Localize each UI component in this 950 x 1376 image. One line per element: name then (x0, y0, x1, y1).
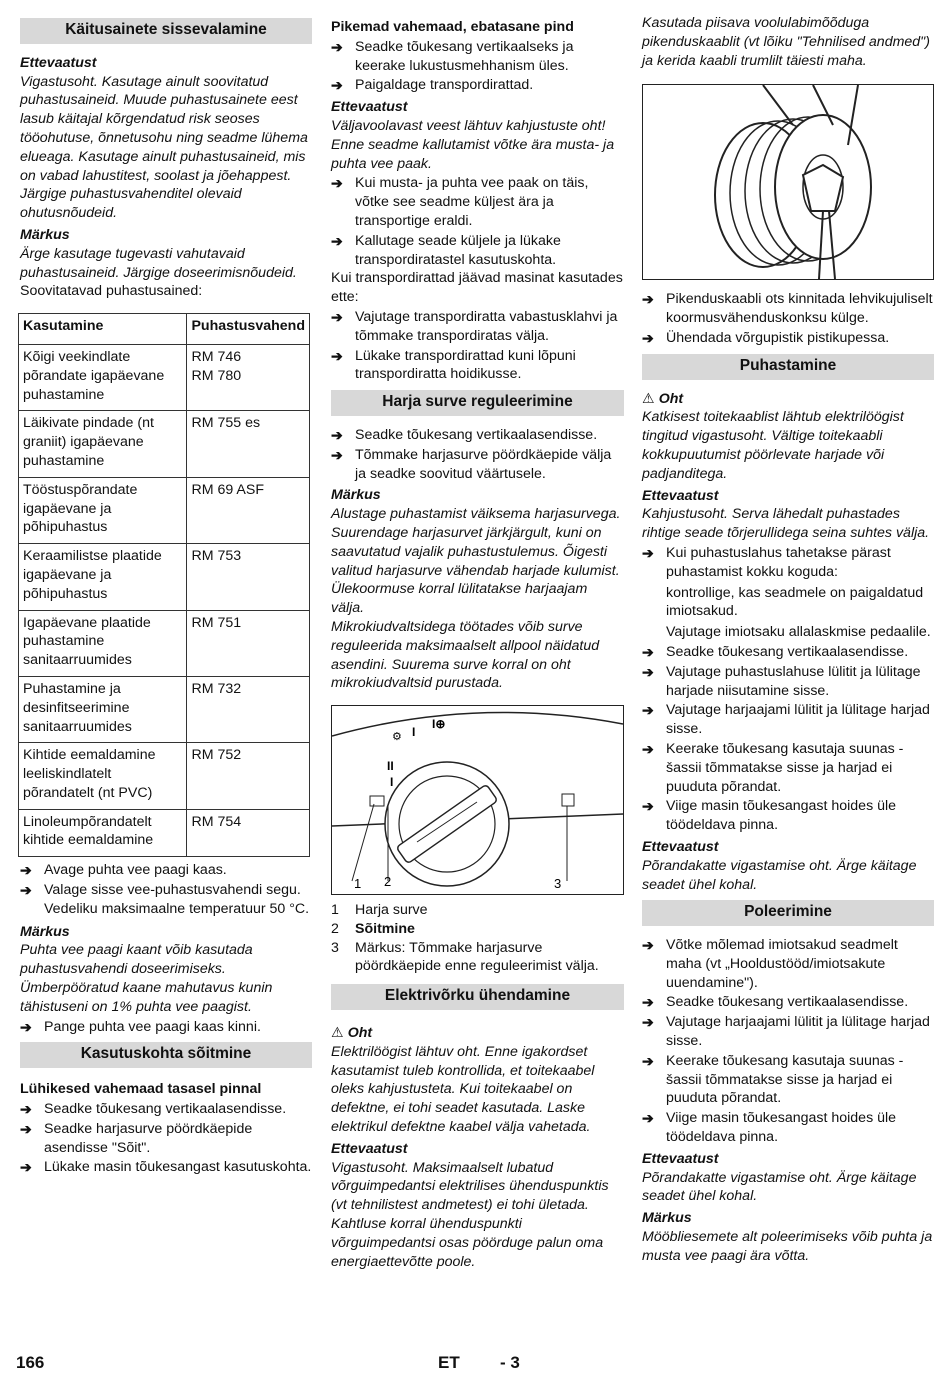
danger-text: Elektrilöögist lähtuv oht. Enne igakordset kasutamist tuleb kontrollida, et toitekaabel oleks kahjustusteta. Kui toitekaabel on defektne, ei tohi seadet kasutada. Laske elektrikul defektne kaabel välja vahetada. (331, 1043, 595, 1136)
caution-label: Ettevaatust (20, 54, 97, 71)
step-brushes-on: ➔ Vajutage harjaajami lülitit ja lülitage harjad sisse. (642, 701, 934, 739)
page-subnumber: - 3 (500, 1353, 520, 1372)
cable-reel-figure (642, 84, 934, 280)
usage-cell: Keraamilistse plaatide igapäevane ja põhipuhastus (19, 544, 187, 610)
step-remove-suction: ➔ Võtke mõlemad imiotsakud seadmelt maha (vt „Hooldustööd/imiotsakute uuendamine"). (642, 936, 934, 992)
legend-text: Sõitmine (355, 920, 415, 937)
caution2-label: Ettevaatust (642, 838, 719, 855)
note-text: Alustage puhastamist väiksema harjasurvega. Suurendage harjasurvet järkjärgult, kuni on saavutatud vajalik puhastustulemus. Õigesti valitud harjasurve vähendab harjade kulumist. (331, 506, 621, 579)
step-move-machine: ➔ Viige masin tõukesangast hoides üle töödeldava pinna. (642, 1109, 934, 1147)
table-row (19, 610, 310, 676)
figure-label-3: 3 (554, 876, 562, 892)
step-push-wheels: ➔ Lükake transpordirattad kuni lõpuni transpordiratta hoidikusse. (331, 347, 624, 385)
caution-text-2: Järgige puhastusvahenditel olevaid ohutusnõudeid. (20, 186, 242, 222)
table-row (19, 809, 310, 857)
step-brushes-on: ➔ Vajutage harjaajami lülitit ja lülitage harjad sisse. (642, 1013, 934, 1051)
step-handle-vertical: ➔ Seadke tõukesang vertikaalasendisse. (642, 993, 934, 1012)
step-set-pressure: ➔ Tõmmake harjasurve pöördkäepide välja ja seadke soovitud väärtusele. (331, 446, 624, 484)
press-pedal-text: Vajutage imiotsaku allalaskmise pedaalile. (666, 624, 931, 641)
note2-label: Märkus (20, 923, 70, 940)
danger-label-row (331, 1024, 624, 1043)
table-header-detergent: Puhastusvahend (187, 314, 310, 345)
usage-cell: Kõigi veekindlate põrandate igapäevane puhastamine (19, 344, 187, 410)
note-text: Ärge kasutage tugevasti vahutavaid puhastusaineid. Järgige doseerimisnõudeid. (20, 245, 297, 281)
table-header-usage: Kasutamine (19, 314, 187, 345)
step-move-machine: ➔ Viige masin tõukesangast hoides üle töödeldava pinna. (642, 797, 934, 835)
svg-text:I: I (390, 775, 394, 790)
detergent-table (18, 313, 310, 857)
section-heading-cleaning: Puhastamine (642, 354, 934, 380)
section-heading-filling: Käitusainete sissevalamine (20, 18, 312, 44)
column-right (642, 15, 934, 1266)
step-turn-handle: ➔ Keerake tõukesang kasutaja suunas - šassii tõmmatakse sisse ja harjad ei puuduta põrandat. (642, 740, 934, 796)
pressure-knob-illustration (332, 706, 623, 894)
section-heading-mains: Elektrivõrku ühendamine (331, 984, 624, 1010)
danger-label: Oht (658, 390, 684, 407)
warning-triangle-icon: ⚠ (331, 1025, 344, 1042)
step-set-drive: ➔ Seadke harjasurve pöördkäepide asendisse "Sõit". (20, 1120, 312, 1158)
figure-label-1: 1 (354, 876, 362, 892)
table-row (19, 676, 310, 742)
legend-text: Harja surve (355, 902, 428, 919)
detergent-cell: RM 752 (187, 743, 310, 809)
step-wetting-on: ➔ Vajutage puhastuslahuse lülitit ja lülitage harjade niisutamine sisse. (642, 663, 934, 701)
section-heading-brush-pressure: Harja surve reguleerimine (331, 390, 624, 416)
svg-text:I⊕: I⊕ (432, 717, 446, 732)
step-handle-vertical: ➔ Seadke tõukesang vertikaalasendisse. (642, 643, 934, 662)
step-release-wheel: ➔ Vajutage transpordiratta vabastusklahvi ja tõmmake transpordiratas välja. (331, 308, 624, 346)
legend-item (331, 920, 624, 939)
detergent-cell: RM 746 RM 780 (187, 344, 310, 410)
figure-label-2: 2 (384, 874, 392, 890)
caution2-text: Vigastusoht. Maksimaalselt lubatud võrguimpedantsi elektrilises ühenduspunktis (vt tehnilistest andmetest) ei tohi ületada. Kahtluse korral ühenduspunkti võrguimpedantsi osas pöörduge palun oma energiaettevõtte poole. (331, 1159, 609, 1270)
legend-number: 1 (331, 902, 339, 919)
caution-label: Ettevaatust (642, 487, 719, 504)
step-handle-vertical: ➔ Seadke tõukesang vertikaalasendisse. (331, 426, 624, 445)
table-row (19, 411, 310, 477)
caution-label: Ettevaatust (331, 99, 408, 116)
step-tilt-machine: ➔ Kallutage seade küljele ja lükake transpordiratastel kasutuskohta. (331, 232, 624, 270)
usage-cell: Linoleumpõrandatelt kihtide eemaldamine (19, 809, 187, 857)
subheading-short-distances: Lühikesed vahemaad tasasel pinnal (20, 1081, 262, 1098)
step-remove-tanks: ➔ Kui musta- ja puhta vee paak on täis, võtke see seadme küljest ära ja transportige eraldi. (331, 174, 624, 230)
detergent-cell: RM 751 (187, 610, 310, 676)
step-fasten-cable: ➔ Pikenduskaabli ots kinnitada lehvikujuliselt koormusvähenduskonksu külge. (642, 290, 934, 328)
cable-reel-illustration (643, 85, 933, 279)
step-lock-handle: ➔ Seadke tõukesang vertikaalseks ja keerake lukustusmehhanism üles. (331, 38, 624, 76)
svg-text:⚙: ⚙ (392, 731, 402, 744)
recommended-text: Soovitatavad puhastusained: (20, 283, 203, 300)
danger-label: Oht (347, 1025, 373, 1042)
page-number: 166 (16, 1353, 45, 1372)
usage-cell: Igapäevane plaatide puhastamine sanitaarruumides (19, 610, 187, 676)
legend-number: 2 (331, 920, 339, 937)
svg-text:II: II (387, 759, 394, 774)
table-row (19, 743, 310, 809)
caution3-label: Ettevaatust (642, 1150, 719, 1167)
wheels-text: Kui transpordirattad jäävad masinat kasutades ette: (331, 270, 623, 306)
caution-text: Vigastusoht. Kasutage ainult soovitatud puhastusaineid. Muude puhastusainete eest lasub käitajal kõrgendatud risk seoses tööohutuse, õnnetusohu ning seadme lühema elueaga. Kasutage ainult puhastusaineid, mis on vabad lahustitest, soolast ja jõehappest. (20, 73, 308, 184)
step-mount-wheels: ➔ Paigaldage transpordirattad. (331, 76, 624, 95)
table-row (19, 344, 310, 410)
table-row (19, 477, 310, 543)
step-collect-solution: ➔ Kui puhastuslahus tahetakse pärast puhastamist kokku koguda: (642, 544, 934, 582)
detergent-cell: RM 69 ASF (187, 477, 310, 543)
note2-text: Puhta vee paagi kaant võib kasutada puhastusvahendi doseerimiseks. Ümberpööratud kaane mahutavus kunin tähistuseni on 1% puhta vee paagist. (20, 942, 273, 1015)
check-suction-text: kontrollige, kas seadmele on paigaldatud imiotsakud. (666, 584, 924, 620)
legend-number: 3 (331, 939, 339, 956)
step-push-machine: ➔ Lükake masin tõukesangast kasutuskohta. (20, 1158, 312, 1177)
table-header-row (19, 314, 310, 345)
note-text-3: Mikrokiudvaltsidega töötades võib surve reguleerida maksimaalselt allpool näidatud asendini. Suurema surve korral on oht mikrokiudvaltsid purustada. (331, 618, 600, 692)
step-handle-vertical: ➔ Seadke tõukesang vertikaalasendisse. (20, 1100, 312, 1119)
detergent-cell: RM 754 (187, 809, 310, 857)
note-label: Märkus (642, 1210, 692, 1227)
extension-cable-intro: Kasutada piisava voolulabimõõduga pikenduskaablit (vt lõiku "Tehnilised andmed") ja kerida kaabli trumlilt täiesti maha. (642, 15, 930, 69)
column-left (20, 18, 312, 1177)
table-row (19, 544, 310, 610)
section-heading-driving: Kasutuskohta sõitmine (20, 1042, 312, 1068)
caution-text: Väljavoolavast veest lähtuv kahjustuste oht! Enne seadme kallutamist võtke ära musta- ja puhta vee paak. (331, 117, 615, 172)
step-pour-mixture: ➔ Valage sisse vee-puhastusvahendi segu. Vedeliku maksimaalne temperatuur 50 °C. (20, 881, 312, 919)
detergent-cell: RM 753 (187, 544, 310, 610)
usage-cell: Tööstuspõrandate igapäevane ja põhipuhastus (19, 477, 187, 543)
step-turn-handle: ➔ Keerake tõukesang kasutaja suunas - šassii tõmmatakse sisse ja harjad ei puuduta põrandat. (642, 1052, 934, 1108)
column-middle (331, 18, 624, 1271)
danger-label-row (642, 390, 934, 409)
section-heading-polishing: Poleerimine (642, 900, 934, 926)
step-close-lid: ➔ Pange puhta vee paagi kaas kinni. (20, 1018, 312, 1037)
usage-cell: Kihtide eemaldamine leeliskindlatelt põrandatelt (nt PVC) (19, 743, 187, 809)
caution2-label: Ettevaatust (331, 1140, 408, 1157)
usage-cell: Puhastamine ja desinfitseerimine sanitaarruumides (19, 676, 187, 742)
svg-text:I: I (412, 725, 416, 740)
legend-item (331, 901, 624, 920)
warning-triangle-icon: ⚠ (642, 390, 655, 407)
language-code: ET (438, 1353, 460, 1372)
caution2-text: Põrandakatte vigastamise oht. Ärge käitage seadet ühel kohal. (642, 857, 917, 893)
step-open-lid: ➔ Avage puhta vee paagi kaas. (20, 861, 312, 880)
figure-legend (331, 901, 624, 976)
pressure-knob-figure (331, 705, 624, 895)
note-label: Märkus (20, 226, 70, 243)
usage-cell: Läikivate pindade (nt graniit) igapäevane puhastamine (19, 411, 187, 477)
note-text-2: Ülekoormuse korral lülitatakse harjaajam välja. (331, 581, 588, 617)
danger-text: Katkisest toitekaablist lähtub elektrilöögist tingitud vigastusoht. Vältige toitekaabli kokkupuutumist pöörlevate harjade või padjanditega. (642, 409, 904, 482)
caution3-text: Põrandakatte vigastamise oht. Ärge käitage seadet ühel kohal. (642, 1169, 917, 1205)
step-plug-in: ➔ Ühendada võrgupistik pistikupessa. (642, 329, 934, 348)
legend-text: Märkus: Tõmmake harjasurve pöördkäepide enne reguleerimist välja. (355, 939, 599, 975)
legend-item (331, 939, 624, 977)
note-text: Mööbliesemete alt poleerimiseks võib puhta ja musta vee paagi ära võtta. (642, 1229, 933, 1264)
detergent-cell: RM 732 (187, 676, 310, 742)
subheading-long-distances: Pikemad vahemaad, ebatasane pind (331, 19, 574, 35)
caution-text: Kahjustusoht. Serva lähedalt puhastades rihtige seade tõrjerullidega seina suhtes välja. (642, 506, 930, 542)
note-label: Märkus (331, 487, 381, 504)
detergent-cell: RM 755 es (187, 411, 310, 477)
